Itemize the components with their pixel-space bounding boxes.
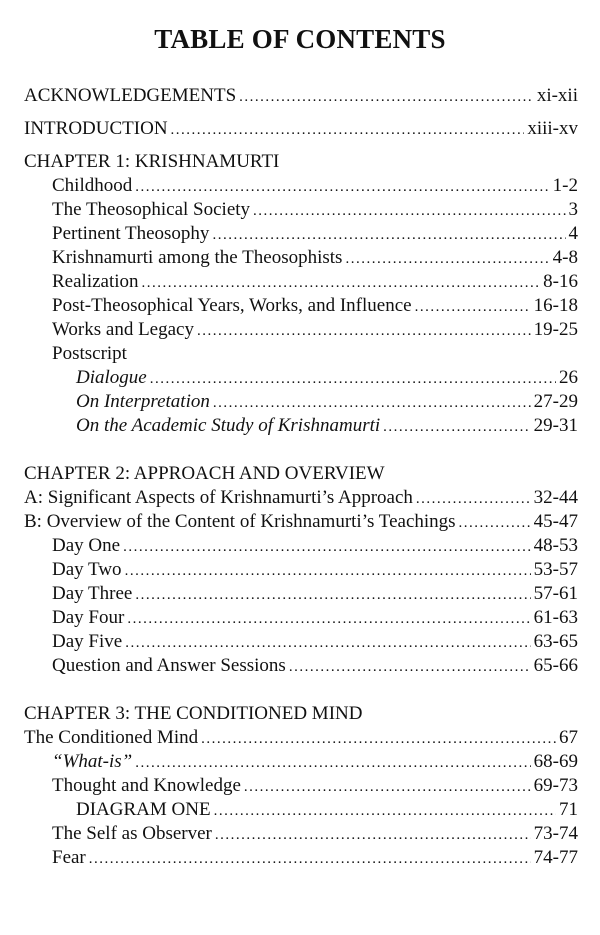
toc-entry <box>0 198 600 222</box>
dot-leader <box>197 319 531 343</box>
toc-entry <box>0 774 600 798</box>
entry-page: 16-18 <box>533 295 578 316</box>
entry-label: On the Academic Study of Krishnamurti <box>76 415 381 436</box>
entry-label: Day Five <box>52 631 123 652</box>
entry-page: 48-53 <box>533 535 578 556</box>
entry-label: Day Three <box>52 583 133 604</box>
toc-list <box>0 84 600 870</box>
entry-page: 19-25 <box>533 319 578 340</box>
entry-label: The Conditioned Mind <box>24 727 199 748</box>
toc-entry <box>0 750 600 774</box>
entry-label: Post-Theosophical Years, Works, and Influence <box>52 295 412 316</box>
toc-entry <box>0 654 600 678</box>
entry-page: 63-65 <box>533 631 578 652</box>
toc-entry <box>0 390 600 414</box>
entry-label: Question and Answer Sessions <box>52 655 286 676</box>
entry-page: 4-8 <box>552 247 578 268</box>
entry-page: 73-74 <box>533 823 578 844</box>
entry-label: DIAGRAM ONE <box>76 799 211 820</box>
toc-entry <box>0 318 600 342</box>
dot-leader <box>135 175 549 199</box>
entry-page: 61-63 <box>533 607 578 628</box>
entry-page: 1-2 <box>552 175 578 196</box>
toc-entry <box>0 510 600 534</box>
dot-leader <box>135 583 530 607</box>
toc-entry-introduction <box>0 117 600 141</box>
entry-label: Realization <box>52 271 139 292</box>
toc-entry <box>0 414 600 438</box>
entry-page: 27-29 <box>533 391 578 412</box>
toc-entry <box>0 294 600 318</box>
entry-label: Fear <box>52 847 86 868</box>
dot-leader <box>125 559 531 583</box>
entry-page: 53-57 <box>533 559 578 580</box>
toc-entry <box>0 606 600 630</box>
entry-page: 4 <box>568 223 578 244</box>
entry-page: 69-73 <box>533 775 578 796</box>
entry-page: 68-69 <box>533 751 578 772</box>
page-title: TABLE OF CONTENTS <box>154 24 446 54</box>
entry-label: Krishnamurti among the Theosophists <box>52 247 343 268</box>
dot-leader <box>345 247 549 271</box>
entry-page: 71 <box>559 799 578 820</box>
toc-entry <box>0 246 600 270</box>
dot-leader <box>415 295 531 319</box>
toc-entry <box>0 366 600 390</box>
dot-leader <box>150 367 556 391</box>
entry-page: 45-47 <box>533 511 578 532</box>
entry-page: 26 <box>559 367 578 388</box>
entry-page: 74-77 <box>533 847 578 868</box>
dot-leader <box>213 391 531 415</box>
entry-label: Pertinent Theosophy <box>52 223 210 244</box>
entry-page: 32-44 <box>533 487 578 508</box>
entry-label: Childhood <box>52 175 133 196</box>
dot-leader <box>142 271 541 295</box>
dot-leader <box>459 511 531 535</box>
toc-entry <box>0 486 600 510</box>
toc-entry <box>0 270 600 294</box>
toc-entry-acknowledgements <box>0 84 600 108</box>
entry-label: The Theosophical Society <box>52 199 251 220</box>
chapter-heading: CHAPTER 2: APPROACH AND OVERVIEW <box>24 463 385 484</box>
entry-label: Dialogue <box>76 367 147 388</box>
dot-leader <box>171 118 525 142</box>
entry-label: On Interpretation <box>76 391 210 412</box>
entry-page: 3 <box>568 199 578 220</box>
entry-label: The Self as Observer <box>52 823 212 844</box>
toc-entry <box>0 558 600 582</box>
dot-leader <box>416 487 531 511</box>
toc-entry <box>0 822 600 846</box>
chapter-heading: CHAPTER 3: THE CONDITIONED MIND <box>24 703 363 724</box>
dot-leader <box>123 535 531 559</box>
dot-leader <box>212 223 565 247</box>
entry-page: xi-xii <box>536 85 578 106</box>
entry-label: Day Four <box>52 607 125 628</box>
entry-page: 65-66 <box>533 655 578 676</box>
dot-leader <box>383 415 531 439</box>
dot-leader <box>89 847 531 871</box>
dot-leader <box>127 607 530 631</box>
entry-page: 29-31 <box>533 415 578 436</box>
entry-label: ACKNOWLEDGEMENTS <box>24 85 237 106</box>
entry-label: INTRODUCTION <box>24 118 168 139</box>
toc-entry <box>0 630 600 654</box>
dot-leader <box>289 655 531 679</box>
dot-leader <box>239 85 534 109</box>
entry-label: Day One <box>52 535 121 556</box>
toc-entry <box>0 726 600 750</box>
entry-label: A: Significant Aspects of Krishnamurti’s Approach <box>24 487 413 508</box>
toc-entry-diagram <box>0 798 600 822</box>
dot-leader <box>253 199 565 223</box>
dot-leader <box>125 631 530 655</box>
toc-subheading-postscript: Postscript <box>52 343 127 364</box>
entry-label: B: Overview of the Content of Krishnamurti’s Teachings <box>24 511 456 532</box>
dot-leader <box>244 775 531 799</box>
entry-page: 57-61 <box>533 583 578 604</box>
dot-leader <box>135 751 530 775</box>
entry-page: xiii-xv <box>527 118 578 139</box>
entry-page: 8-16 <box>543 271 578 292</box>
entry-label: “What-is” <box>52 751 133 772</box>
toc-entry <box>0 534 600 558</box>
toc-entry <box>0 582 600 606</box>
entry-label: Works and Legacy <box>52 319 194 340</box>
toc-entry <box>0 174 600 198</box>
entry-page: 67 <box>559 727 578 748</box>
dot-leader <box>215 823 531 847</box>
dot-leader <box>214 799 556 823</box>
dot-leader <box>201 727 556 751</box>
entry-label: Thought and Knowledge <box>52 775 241 796</box>
toc-entry <box>0 846 600 870</box>
chapter-heading: CHAPTER 1: KRISHNAMURTI <box>24 151 280 172</box>
toc-entry <box>0 222 600 246</box>
entry-label: Day Two <box>52 559 122 580</box>
